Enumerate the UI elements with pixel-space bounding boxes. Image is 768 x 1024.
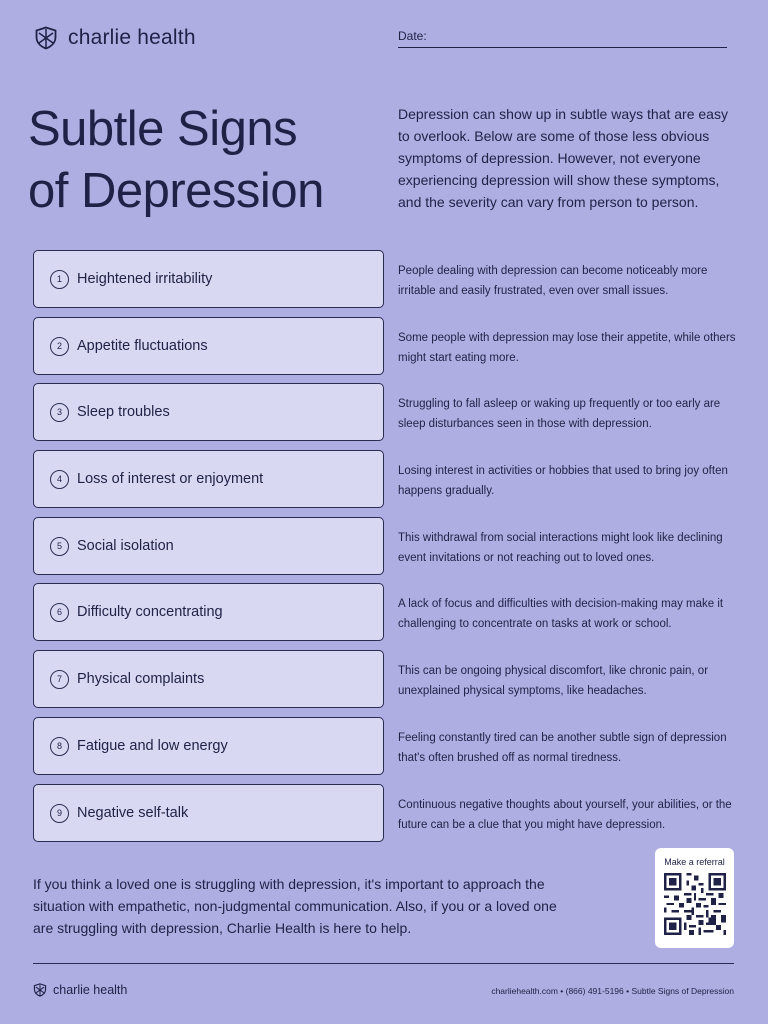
sign-card: [33, 317, 384, 375]
date-label: Date:: [398, 29, 427, 43]
sign-item: [33, 650, 738, 708]
date-underline: [398, 47, 727, 48]
sign-item: [33, 317, 738, 375]
sign-number: 7: [50, 670, 69, 689]
sign-item: [33, 383, 738, 441]
sign-item: [33, 784, 738, 842]
title-line-1: Subtle Signs: [28, 102, 298, 156]
sign-number: 3: [50, 403, 69, 422]
sign-description: Some people with depression may lose their appetite, while others might start eating more.: [398, 332, 736, 364]
footer-contact-info: charliehealth.com • (866) 491-5196 • Subtle Signs of Depression: [491, 986, 734, 996]
sign-label: Heightened irritability: [77, 271, 213, 287]
sign-item: [33, 250, 738, 308]
footer-divider: [33, 963, 734, 964]
sign-card: [33, 250, 384, 308]
referral-label: Make a referral: [664, 857, 725, 867]
sign-description: People dealing with depression can become noticeably more irritable and easily frustrated, even over small issues.: [398, 265, 708, 297]
sign-item: [33, 717, 738, 775]
sign-label: Difficulty concentrating: [77, 604, 223, 620]
sign-description: This withdrawal from social interactions might look like declining event invitations or not reaching out to loved ones.: [398, 532, 723, 564]
sign-label: Social isolation: [77, 538, 174, 554]
sign-number: 1: [50, 270, 69, 289]
sign-label: Negative self-talk: [77, 805, 189, 821]
sign-number: 9: [50, 804, 69, 823]
shield-logo-icon: [34, 26, 58, 50]
sign-label: Physical complaints: [77, 671, 205, 687]
sign-description: Struggling to fall asleep or waking up frequently or too early are sleep disturbances seen in those with depression.: [398, 398, 721, 430]
sign-card: [33, 583, 384, 641]
sign-description: Losing interest in activities or hobbies that used to bring joy often happens gradually.: [398, 465, 728, 497]
sign-label: Loss of interest or enjoyment: [77, 471, 264, 487]
date-field[interactable]: [398, 29, 727, 43]
sign-number: 5: [50, 537, 69, 556]
title-line-2: of Depression: [28, 164, 324, 218]
sign-description: Continuous negative thoughts about yourself, your abilities, or the future can be a clue that you might have depression.: [398, 799, 732, 831]
brand-name: charlie health: [68, 26, 196, 49]
referral-qr-card[interactable]: [655, 848, 734, 948]
sign-card: [33, 517, 384, 575]
closing-paragraph: If you think a loved one is struggling with depression, it's important to approach the situation with empathetic, non-judgmental communication. Also, if you or a loved one are struggling with depression, Charlie Health is here to help.: [33, 876, 557, 936]
footer-brand-logo: [33, 983, 127, 997]
sign-number: 8: [50, 737, 69, 756]
qr-code-icon[interactable]: [664, 873, 726, 935]
sign-item: [33, 450, 738, 508]
intro-paragraph: Depression can show up in subtle ways that are easy to overlook. Below are some of those less obvious symptoms of depression. However, not everyone experiencing depression will show these symptoms, and the severity can vary from person to person.: [398, 106, 728, 210]
sign-card: [33, 450, 384, 508]
sign-number: 2: [50, 337, 69, 356]
shield-logo-icon: [33, 983, 47, 997]
sign-item: [33, 583, 738, 641]
footer-brand-name: charlie health: [53, 983, 128, 997]
page-title: [28, 98, 324, 222]
sign-description: This can be ongoing physical discomfort, like chronic pain, or unexplained physical symptoms, like headaches.: [398, 665, 709, 697]
sign-card: [33, 717, 384, 775]
sign-item: [33, 517, 738, 575]
brand-logo: [34, 26, 196, 50]
sign-label: Sleep troubles: [77, 404, 170, 420]
sign-description: A lack of focus and difficulties with decision-making may make it challenging to concentrate on tasks at work or school.: [398, 598, 724, 630]
sign-description: Feeling constantly tired can be another subtle sign of depression that's often brushed off as normal tiredness.: [398, 732, 727, 764]
sign-label: Fatigue and low energy: [77, 738, 228, 754]
sign-card: [33, 650, 384, 708]
sign-card: [33, 383, 384, 441]
sign-number: 6: [50, 603, 69, 622]
sign-number: 4: [50, 470, 69, 489]
sign-label: Appetite fluctuations: [77, 338, 208, 354]
sign-card: [33, 784, 384, 842]
